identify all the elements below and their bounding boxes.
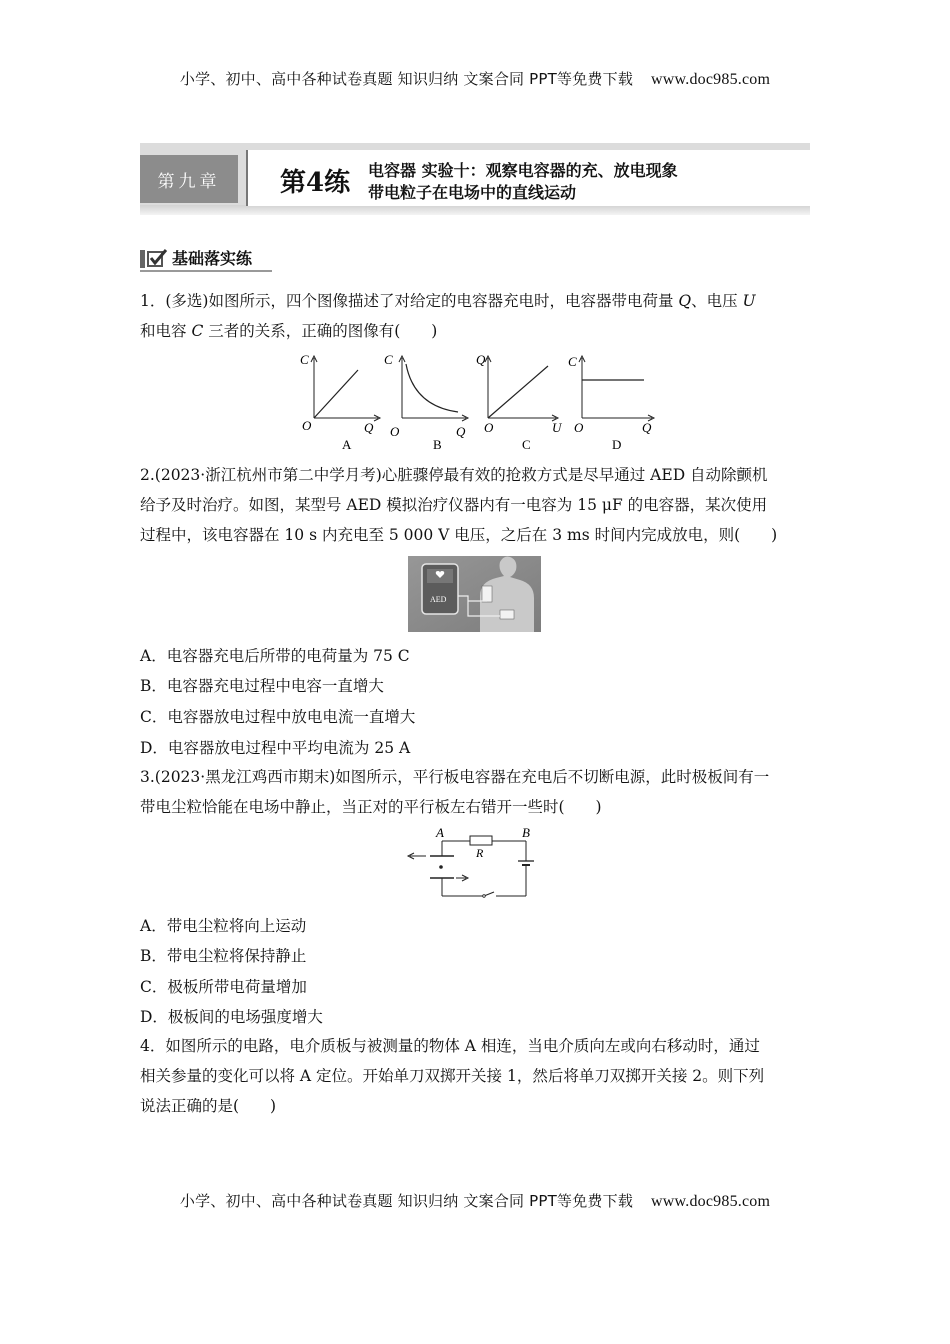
section-bar: [140, 250, 145, 268]
graph-b-y: C: [384, 352, 393, 367]
graph-a: [300, 352, 380, 452]
q3-line1: 3.(2023·黑龙江鸡西市期末)如图所示，平行板电容器在充电后不切断电源，此时极板间有一: [140, 768, 770, 786]
q2-line3: 过程中，该电容器在 10 s 内充电至 5 000 V 电压，之后在 3 ms 时间内完成放电，则( ): [140, 526, 778, 544]
circuit-label-b: B: [522, 825, 530, 840]
q4-line3: 说法正确的是( ): [140, 1097, 277, 1115]
q3-circuit: [400, 823, 550, 903]
q3-option-b: B．带电尘粒将保持静止: [140, 947, 307, 965]
q1-var-c: C: [191, 322, 204, 340]
graph-d-origin: O: [574, 420, 584, 435]
graph-b-label: B: [433, 437, 442, 452]
checkbox-icon: [146, 247, 168, 269]
q3-option-a: A．带电尘粒将向上运动: [140, 917, 307, 935]
lesson-title-line2: 带电粒子在电场中的直线运动: [368, 183, 577, 202]
q1-text-b: 、电压: [691, 292, 743, 310]
graph-a-x: Q: [364, 420, 374, 435]
aed-label: AED: [430, 595, 447, 604]
q4-line2: 相关参量的变化可以将 A 定位。开始单刀双掷开关接 1，然后将单刀双掷开关接 2。则下列: [140, 1067, 765, 1085]
section-underline: [140, 270, 272, 272]
q3-option-c: C．极板所带电荷量增加: [140, 978, 307, 996]
q1-var-q: Q: [678, 292, 692, 310]
q4-stem: [140, 1031, 810, 1121]
graph-b: [384, 352, 468, 452]
graph-c-x: U: [552, 420, 562, 435]
graph-d: [568, 354, 654, 452]
graph-a-origin: O: [302, 418, 312, 433]
q1-text-a: 1．(多选)如图所示，四个图像描述了对给定的电容器充电时，电容器带电荷量: [140, 292, 679, 310]
page-header: [0, 68, 950, 89]
q2-option-d: D．电容器放电过程中平均电流为 25 A: [140, 739, 411, 757]
header-site: www.doc985.com: [651, 71, 771, 88]
q2-option-a: A．电容器充电后所带的电荷量为 75 C: [140, 647, 410, 665]
q3-line2: 带电尘粒恰能在电场中静止，当正对的平行板左右错开一些时( ): [140, 798, 602, 816]
graph-b-x: Q: [456, 424, 466, 439]
q1-graphs: [290, 350, 670, 455]
graph-c-y: Q: [476, 352, 486, 367]
q2-line1: 2.(2023·浙江杭州市第二中学月考)心脏骤停最有效的抢救方式是尽早通过 AED 自动除颤机: [140, 466, 768, 484]
graph-d-label: D: [612, 437, 622, 452]
page-footer: [0, 1190, 950, 1211]
lesson-title-line1: 电容器 实验十：观察电容器的充、放电现象: [368, 161, 678, 180]
graph-c: [476, 352, 563, 452]
circuit-label-a: A: [436, 825, 444, 840]
q2-line2: 给予及时治疗。如图，某型号 AED 模拟治疗仪器内有一电容为 15 μF 的电容器，某次使用: [140, 496, 768, 514]
circuit-label-r: R: [476, 846, 484, 860]
q3-option-d: D．极板间的电场强度增大: [140, 1008, 323, 1026]
graph-a-y: C: [300, 352, 309, 367]
q1-var-u: U: [742, 292, 756, 310]
q2-stem: [140, 460, 810, 550]
graph-c-label: C: [522, 437, 531, 452]
banner-shadow: [140, 205, 810, 215]
footer-site: www.doc985.com: [651, 1193, 771, 1210]
q2-option-c: C．电容器放电过程中放电电流一直增大: [140, 708, 416, 726]
chapter-label: 第九章: [140, 155, 238, 203]
graph-c-origin: O: [484, 420, 494, 435]
section-title: 基础落实练: [172, 249, 253, 268]
graph-d-y: C: [568, 354, 577, 369]
graph-b-origin: O: [390, 424, 400, 439]
q3-stem: [140, 762, 810, 822]
lesson-number: 第4练: [280, 168, 351, 198]
header-text: 小学、初中、高中各种试卷真题 知识归纳 文案合同 PPT等免费下载: [179, 70, 634, 88]
graph-d-x: Q: [642, 420, 652, 435]
q1-stem: [140, 286, 810, 346]
footer-text: 小学、初中、高中各种试卷真题 知识归纳 文案合同 PPT等免费下载: [179, 1192, 634, 1210]
aed-illustration: [408, 556, 541, 632]
graph-a-label: A: [342, 437, 352, 452]
q1-text-d: 三者的关系，正确的图像有( ): [203, 322, 438, 340]
q2-option-b: B．电容器充电过程中电容一直增大: [140, 677, 384, 695]
q4-line1: 4．如图所示的电路，电介质板与被测量的物体 A 相连，当电介质向左或向右移动时，通过: [140, 1037, 760, 1055]
q1-text-c: 和电容: [140, 322, 192, 340]
